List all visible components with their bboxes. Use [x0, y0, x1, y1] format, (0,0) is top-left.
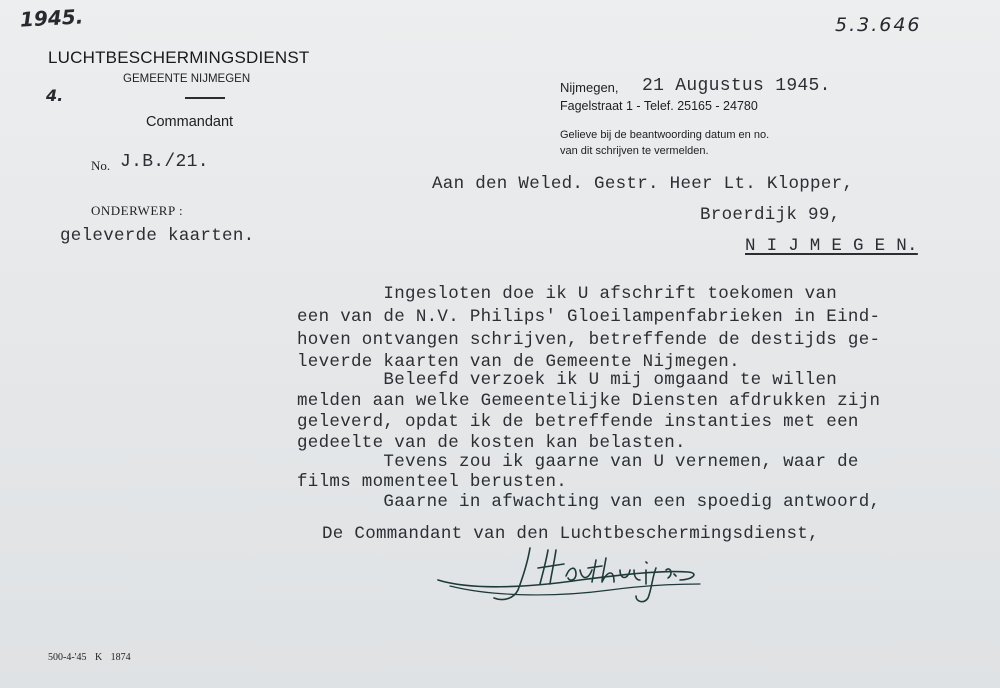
recipient-city: N I J M E G E N. [745, 236, 918, 256]
body-line: een van de N.V. Philips' Gloeilampenfabrieken in Eind- [297, 307, 881, 327]
letterhead-divider [185, 97, 225, 99]
subject-value: geleverde kaarten. [60, 226, 255, 246]
body-line: hoven ontvangen schrijven, betreffende de destijds ge- [297, 330, 881, 350]
print-code: 500-4-'45 K 1874 [48, 652, 131, 663]
reply-note-line: Gelieve bij de beantwoording datum en no. [560, 129, 770, 141]
body-line: geleverd, opdat ik de betreffende instanties met een [297, 412, 859, 432]
body-line: gedeelte van de kosten kan belasten. [297, 433, 686, 453]
body-line: melden aan welke Gemeentelijke Diensten afdrukken zijn [297, 391, 881, 411]
sender-address: Fagelstraat 1 - Telef. 25165 - 24780 [560, 99, 758, 113]
recipient-street: Broerdijk 99, [700, 205, 841, 225]
municipality-name: GEMEENTE NIJMEGEN [123, 73, 251, 85]
subject-label: ONDERWERP : [91, 203, 184, 218]
reply-note [560, 127, 769, 159]
reference-number: J.B./21. [120, 152, 209, 172]
closing-line: De Commandant van den Luchtbeschermingsdienst, [322, 524, 819, 544]
letter-date: 21 Augustus 1945. [642, 76, 831, 96]
handwritten-archive-number: 5.3.646 [835, 14, 922, 36]
body-line: Ingesloten doe ik U afschrift toekomen van [297, 284, 838, 304]
body-line: Gaarne in afwachting van een spoedig antwoord, [297, 492, 881, 512]
place-label: Nijmegen, [560, 80, 619, 95]
handwritten-mark: 4. [46, 86, 64, 105]
body-line: Tevens zou ik gaarne van U vernemen, waar de [297, 452, 859, 472]
signature-image [430, 540, 760, 610]
recipient-name: Aan den Weled. Gestr. Heer Lt. Klopper, [432, 174, 854, 194]
body-line: leverde kaarten van de Gemeente Nijmegen. [297, 352, 740, 372]
body-line: films momenteel berusten. [297, 472, 568, 492]
organization-name: LUCHTBESCHERMINGSDIENST [48, 48, 310, 67]
reference-number-label: No. [91, 158, 111, 173]
handwritten-year: 1945. [19, 4, 84, 32]
office-title: Commandant [146, 114, 234, 130]
reply-note-line: van dit schrijven te vermelden. [560, 145, 709, 157]
body-line: Beleefd verzoek ik U mij omgaand te willen [297, 370, 838, 390]
